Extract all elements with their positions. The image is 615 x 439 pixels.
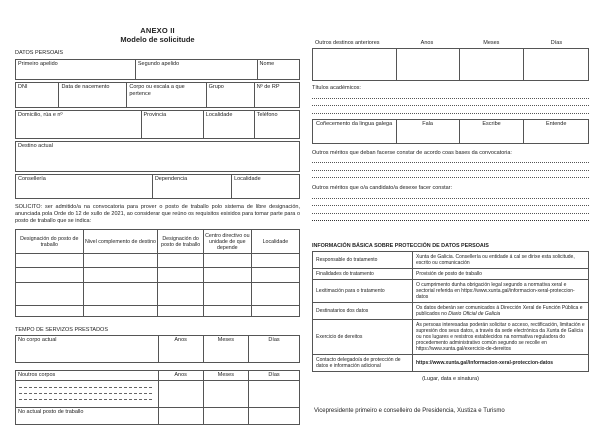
outros-destinos-header [312,40,589,46]
empty-cell [83,283,158,305]
col-escribe: Escribe [459,120,524,143]
proteccion-row-value: Xunta de Galicia. Consellería ou entidade á cal se dirixe esta solicitude, escrito ou comunicación [412,252,588,268]
field-domicilio: Domicilio, rúa e nº [18,112,63,118]
field-data-nacemento: Data de nacemento [58,83,126,107]
row-destino-actual [15,141,300,172]
empty-cell [248,381,299,407]
proteccion-row-label: Contacto delegado/a de protección de datos e información adicional [316,357,401,369]
lugar-data-sinatura: (Lugar, data e sinatura) [422,376,479,382]
field-primeiro-apelido: Primeiro apelido [18,61,58,67]
empty-cell [396,49,459,80]
title-subtitle: Modelo de solicitude [120,35,195,44]
proteccion-row [313,354,588,371]
proteccion-row [313,319,588,354]
posto-table-header [16,230,299,253]
field-segundo-apelido: Segundo apelido [135,60,257,79]
empty-cell [83,306,158,316]
noutros-corpos-fill-cell [16,381,158,407]
field-provincia: Provincia [141,111,203,138]
col-meses: Meses [203,371,248,380]
field-destino-actual: Destino actual [18,143,53,149]
page-title [15,26,300,44]
title-anexo: ANEXO II [140,26,175,35]
empty-cell [251,306,299,316]
field-grupo: Grupo [206,83,254,107]
posto-empty-row [16,305,299,316]
empty-cell [158,408,203,424]
col-dias: Días [550,40,563,46]
proteccion-row-label: Destinatarios dos datos [316,308,369,314]
dotted-line [312,99,589,106]
proteccion-row-label: Lexitimación para o tratamento [316,288,385,294]
field-corpo-escala: Corpo ou escala a que pertence [126,83,205,107]
empty-cell [251,268,299,282]
empty-cell [251,283,299,305]
empty-cell [203,306,251,316]
solicito-paragraph: SOLICITO: ser admitido/a na convocatoria para prover o posto de traballo polo sistema de libre designación, anunciada pola Orde do 12 de xullo de 2021, ao considerar que reúno os requisitos esixidos para tomar parte para o posto de traballo que se indica: [15,204,300,224]
empty-cell [16,283,83,305]
empty-cell [16,306,83,316]
field-dni: DNI [18,84,28,90]
empty-cell [251,254,299,267]
empty-cell [83,254,158,267]
footer-signature: Vicepresidente primeiro e conselleiro de Presidencia, Xustiza e Turismo [314,408,505,414]
col-meses: Meses [483,40,500,46]
dotted-line [312,207,589,214]
empty-cell [523,49,588,80]
row-conselleria [15,174,300,199]
tempo-outros-corpos-table [15,370,300,425]
lingua-galega-table [312,119,589,144]
label-outros-meritos-bases: Outros méritos que deban facerse constar de acordo coas bases da convocatoria: [312,149,512,156]
proteccion-datos-title: INFORMACIÓN BÁSICA SOBRE PROTECCIÓN DE DATOS PERSOAIS [312,243,489,249]
proteccion-row-label: Finalidades do tratamento [316,271,374,277]
label-conecemento-lingua: Coñecemento da lingua galega [316,120,393,127]
proteccion-row [313,279,588,302]
proteccion-row [313,268,588,279]
col-fala: Fala [396,120,459,143]
field-localidade: Localidade [203,111,254,138]
field-noutros-corpos: Noutros corpos [18,372,56,378]
empty-cell [157,254,202,267]
empty-cell [203,408,248,424]
dotted-line [312,92,589,99]
empty-cell [157,283,202,305]
empty-cell [83,268,158,282]
empty-cell [157,268,202,282]
proteccion-datos-table [312,251,589,372]
field-nome: Nome [257,60,299,79]
proteccion-row-value: As persoas interesadas poderán solicitar o acceso, rectificación, limitación e supresión dos seus datos, a través da sede electrónica da Xunta de Galicia ou nos lugares e rexistros establecidos na normativa reguladora do procedemento administrativo común segundo se recolle en https://www.xunta.gal/exercicio-de-dereitos [412,320,588,354]
dotted-line [312,192,589,199]
posto-header-nivel: Nivel complemento de destino [83,230,158,253]
dotted-line [312,199,589,206]
field-no-corpo-actual: No corpo actual [18,337,57,343]
label-outros-destinos: Outros destinos anteriores [315,40,380,46]
posto-empty-row [16,267,299,282]
tempo-corpo-actual-table [15,335,300,363]
field-dependencia: Dependencia [152,175,231,198]
section-label-tempo-servizos: TEMPO DE SERVIZOS PRESTADOS [15,327,109,333]
row-apelidos [15,59,300,80]
col-meses: Meses [203,336,248,362]
empty-cell [313,49,396,80]
posto-header-centro: Centro directivo ou unidade de que depende [203,230,251,253]
col-anos: Anos [420,40,434,46]
dotted-line [312,214,589,221]
diario-oficial-italic: Diario Oficial de Galicia [448,311,501,317]
proteccion-row-value: Provisión de posto de traballo [412,269,588,279]
dotted-line [312,164,589,171]
field-telefono: Teléfono [254,111,299,138]
proteccion-row-label: Responsable do tratamento [316,257,378,263]
proteccion-row-value: https://www.xunta.gal/informacion-xeral-proteccion-datos [412,355,588,371]
section-label-datos-persoais: DATOS PERSOAIS [15,50,64,56]
posto-header-localidade: Localidade [251,230,299,253]
empty-cell [157,306,202,316]
posto-header-designacion-1: Designación do posto de traballo [20,235,79,248]
empty-cell [203,381,248,407]
empty-cell [248,408,299,424]
proteccion-row-value [412,303,588,319]
posto-header-designacion-2: Designación do posto de traballo [157,230,202,253]
empty-cell [16,254,83,267]
posto-empty-row [16,282,299,305]
dashed-line [19,394,152,400]
empty-cell [158,381,203,407]
left-column [15,50,300,425]
empty-cell [459,49,524,80]
proteccion-row-label: Exercicio de dereitos [316,334,363,340]
empty-cell [203,268,251,282]
field-conselleria: Consellería [18,176,46,182]
field-num-rp: Nº de RP [254,83,299,107]
proteccion-row [313,302,588,319]
row-dni [15,82,300,108]
label-outros-meritos-candidato: Outros méritos que o/a candidato/a desexe facer constar: [312,185,453,191]
field-localidade-conselleria: Localidade [231,175,299,198]
posto-table [15,229,300,317]
proteccion-row [313,252,588,268]
empty-cell [203,254,251,267]
dotted-line [312,156,589,163]
proteccion-row-value-text: Os datos deberán ser comunicados á Dirección Xeral de Función Pública e publicados no [416,305,583,317]
field-no-actual-posto: No actual posto de traballo [18,408,84,415]
col-entende: Entende [523,120,588,143]
posto-empty-row [16,253,299,267]
right-column [312,40,589,414]
dotted-line [312,171,589,178]
col-dias: Días [248,371,299,380]
col-anos: Anos [158,336,203,362]
col-dias: Días [248,336,299,362]
dotted-line [312,107,589,114]
col-anos: Anos [158,371,203,380]
empty-cell [203,283,251,305]
label-titulos-academicos: Títulos académicos: [312,85,361,91]
row-domicilio [15,110,300,139]
outros-destinos-table [312,48,589,81]
empty-cell [16,268,83,282]
proteccion-row-value: O cumprimento dunha obrigación legal segundo a normativa xeral e sectorial referida en https://www.xunta.gal/informacion-xeral-proteccion-datos [412,280,588,302]
